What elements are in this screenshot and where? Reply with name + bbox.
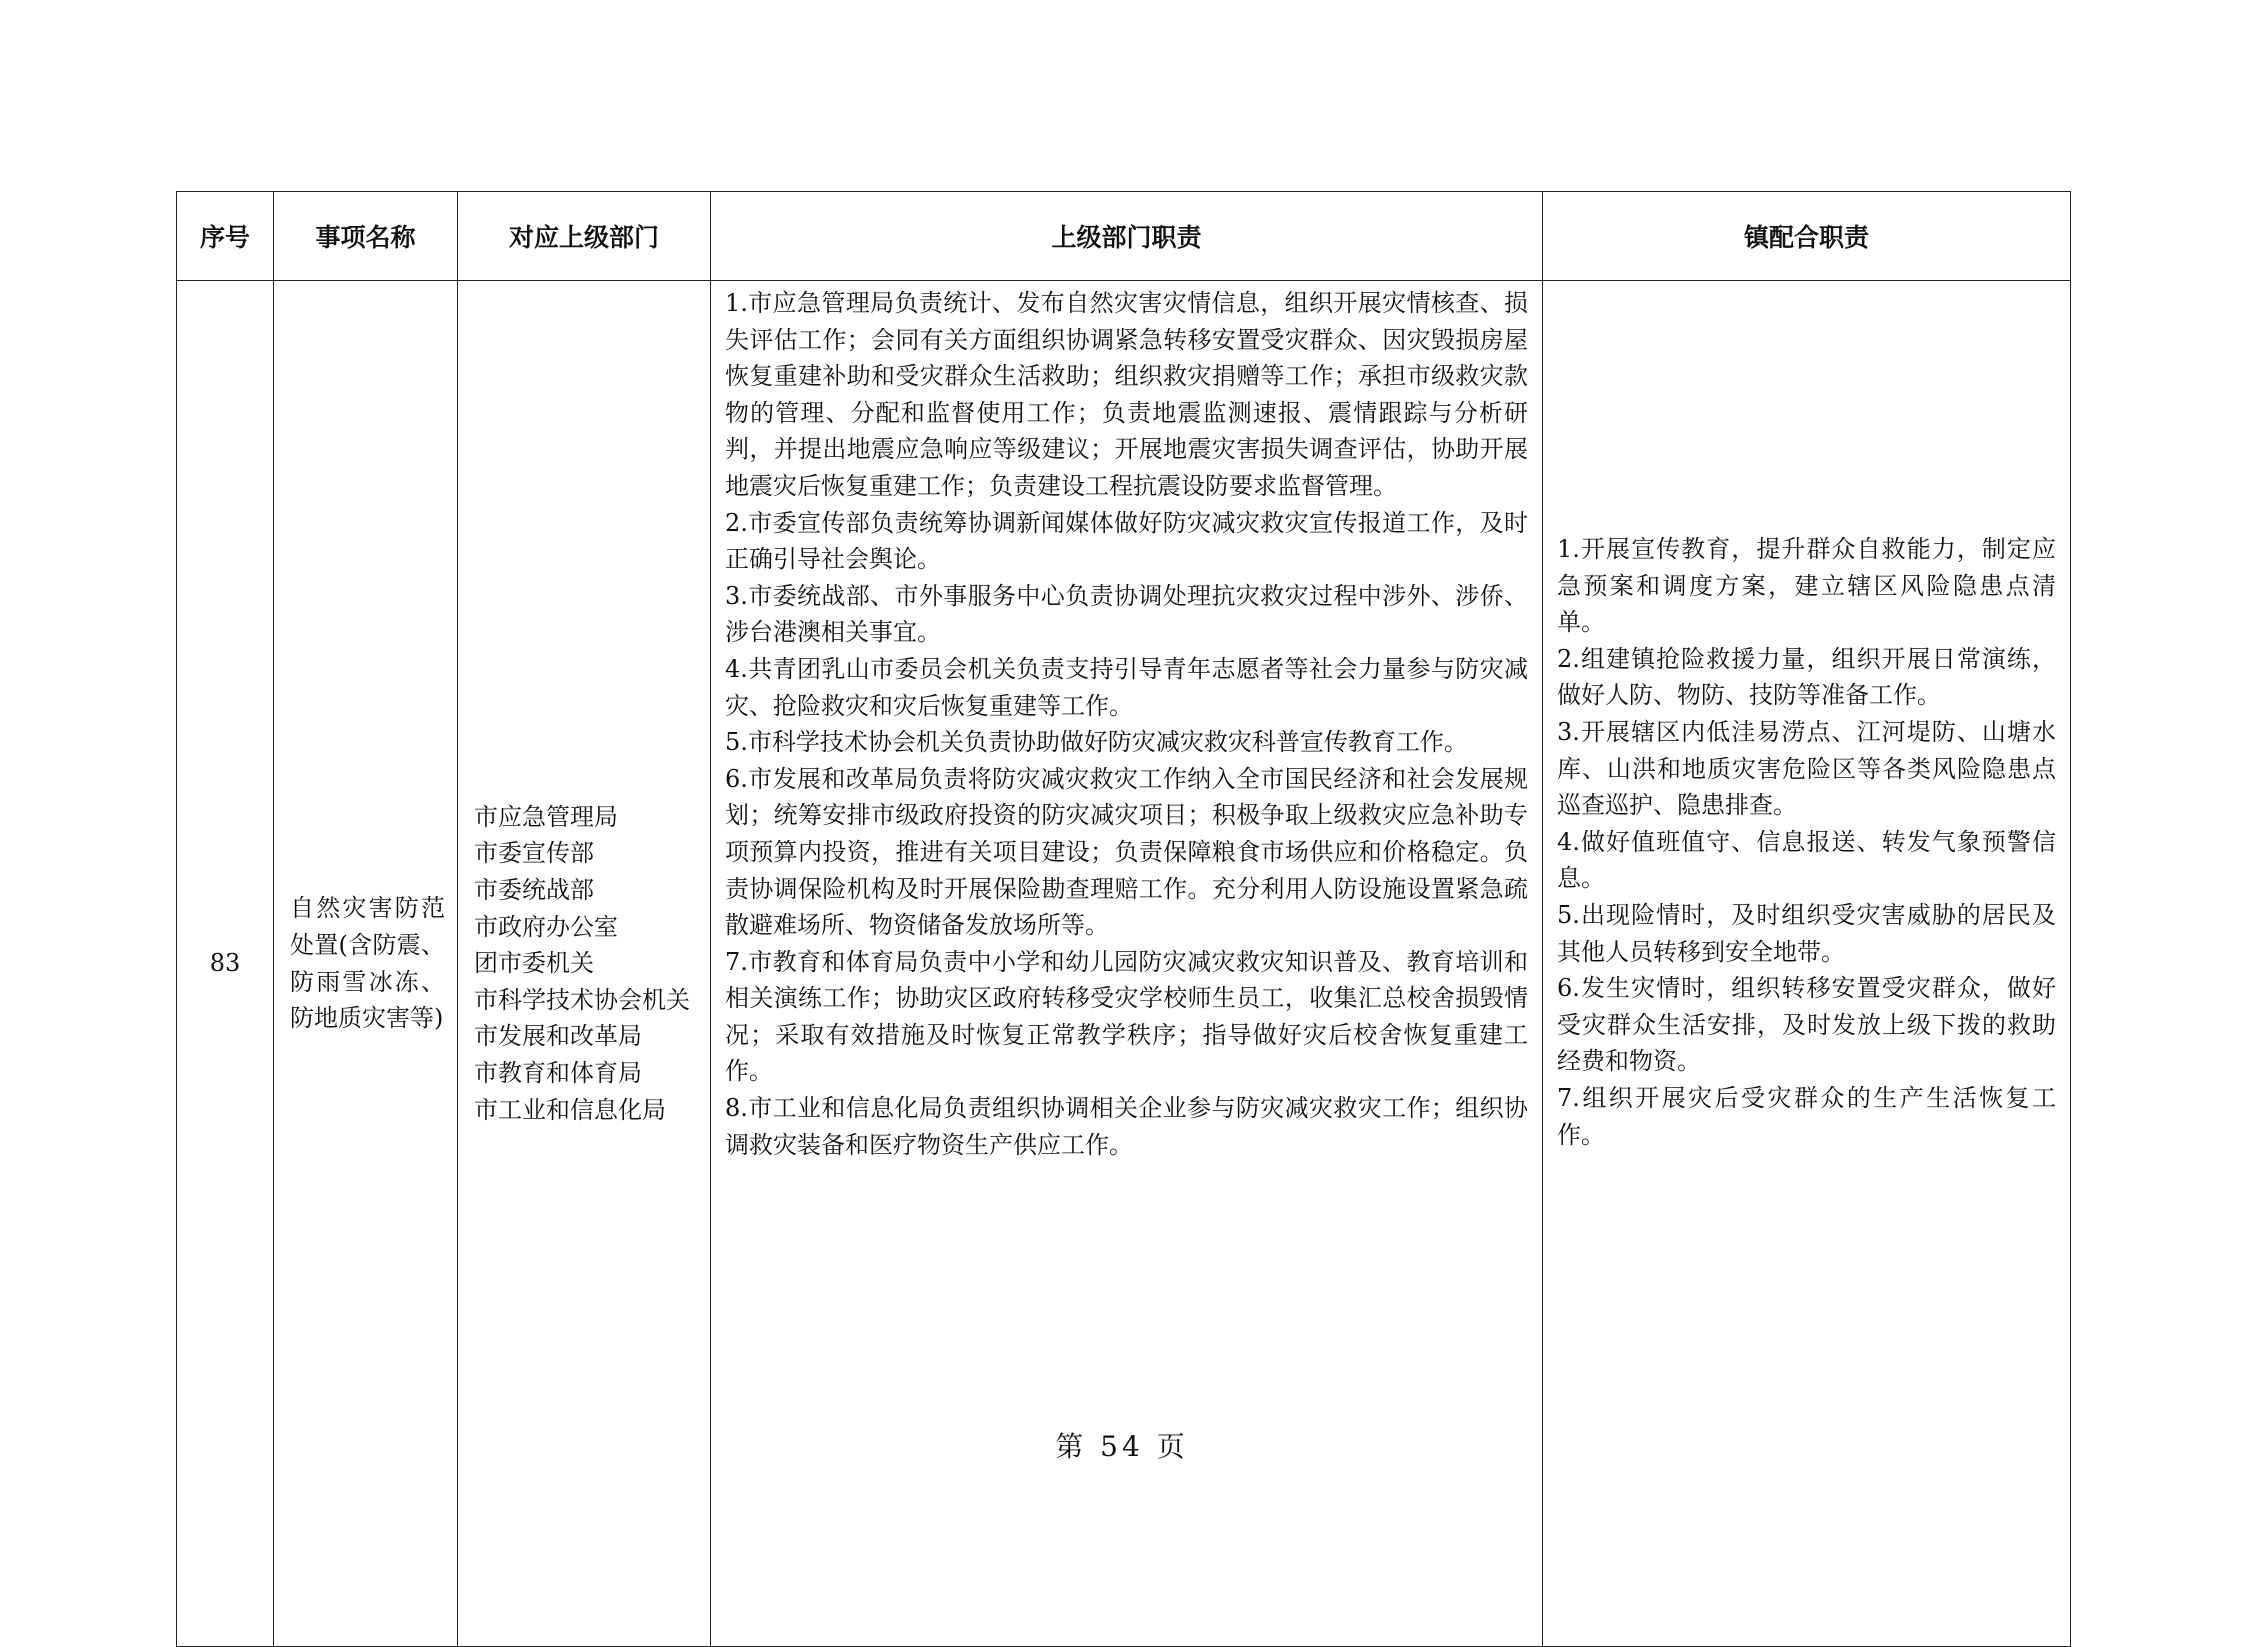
header-item-name: 事项名称 <box>274 192 458 281</box>
dept-item: 市委统战部 <box>474 876 594 905</box>
duty-paragraph: 4.共青团乳山市委员会机关负责支持引导青年志愿者等社会力量参与防灾减灾、抢险救灾和灾后恢复重建等工作。 <box>725 654 1528 720</box>
header-superior-duties: 上级部门职责 <box>711 192 1543 281</box>
dept-item: 市科学技术协会机关 <box>474 985 690 1014</box>
header-number: 序号 <box>177 192 274 281</box>
town-duty-paragraph: 6.发生灾情时，组织转移安置受灾群众，做好受灾群众生活安排，及时发放上级下拨的救助经费和物资。 <box>1557 974 2056 1076</box>
dept-item: 市工业和信息化局 <box>474 1095 666 1124</box>
table-header-row <box>177 192 2071 281</box>
item-name-text: 自然灾害防范处置(含防震、防雨雪冰冻、防地质灾害等) <box>290 894 445 1033</box>
town-duty-paragraph: 2.组建镇抢险救援力量，组织开展日常演练，做好人防、物防、技防等准备工作。 <box>1557 644 2056 710</box>
duty-paragraph: 7.市教育和体育局负责中小学和幼儿园防灾减灾救灾知识普及、教育培训和相关演练工作；协助灾区政府转移受灾学校师生员工，收集汇总校舍损毁情况；采取有效措施及时恢复正常教学秩序；指导做好灾后校舍恢复重建工作。 <box>725 947 1528 1086</box>
page-number: 第 54 页 <box>1055 1430 1189 1463</box>
duty-paragraph: 8.市工业和信息化局负责组织协调相关企业参与防灾减灾救灾工作；组织协调救灾装备和医疗物资生产供应工作。 <box>725 1094 1528 1159</box>
town-duty-paragraph: 5.出现险情时，及时组织受灾害威胁的居民及其他人员转移到安全地带。 <box>1557 900 2056 966</box>
dept-item: 团市委机关 <box>474 949 594 978</box>
row-number: 83 <box>177 281 274 1647</box>
town-duty-paragraph: 4.做好值班值守、信息报送、转发气象预警信息。 <box>1557 827 2056 893</box>
town-duty-paragraph: 7.组织开展灾后受灾群众的生产生活恢复工作。 <box>1557 1083 2056 1149</box>
dept-item: 市应急管理局 <box>474 802 618 831</box>
header-town-duties: 镇配合职责 <box>1543 192 2071 281</box>
duty-paragraph: 6.市发展和改革局负责将防灾减灾救灾工作纳入全市国民经济和社会发展规划；统筹安排市级政府投资的防灾减灾项目；积极争取上级救灾应急补助专项预算内投资，推进有关项目建设；负责保障粮食市场供应和价格稳定。负责协调保险机构及时开展保险勘查理赔工作。充分利用人防设施设置紧急疏散避难场所、物资储备发放场所等。 <box>725 764 1528 940</box>
duty-paragraph: 5.市科学技术协会机关负责协助做好防灾减灾救灾科普宣传教育工作。 <box>725 728 1468 757</box>
town-duty-paragraph: 3.开展辖区内低洼易涝点、江河堤防、山塘水库、山洪和地质灾害危险区等各类风险隐患点巡查巡护、隐患排查。 <box>1557 717 2056 820</box>
duty-paragraph: 1.市应急管理局负责统计、发布自然灾害灾情信息，组织开展灾情核查、损失评估工作；会同有关方面组织协调紧急转移安置受灾群众、因灾毁损房屋恢复重建补助和受灾群众生活救助；组织救灾捐赠等工作；承担市级救灾款物的管理、分配和监督使用工作；负责地震监测速报、震情跟踪与分析研判，并提出地震应急响应等级建议；开展地震灾害损失调查评估，协助开展地震灾后恢复重建工作；负责建设工程抗震设防要求监督管理。 <box>725 289 1528 500</box>
header-superior-dept: 对应上级部门 <box>458 192 711 281</box>
dept-item: 市发展和改革局 <box>474 1022 642 1051</box>
dept-item: 市委宣传部 <box>474 839 594 868</box>
duty-paragraph: 3.市委统战部、市外事服务中心负责协调处理抗灾救灾过程中涉外、涉侨、涉台港澳相关事宜。 <box>725 581 1528 647</box>
dept-item: 市政府办公室 <box>474 912 618 941</box>
town-duty-paragraph: 1.开展宣传教育，提升群众自救能力，制定应急预案和调度方案，建立辖区风险隐患点清单。 <box>1557 535 2056 637</box>
duty-paragraph: 2.市委宣传部负责统筹协调新闻媒体做好防灾减灾救灾宣传报道工作，及时正确引导社会舆论。 <box>725 508 1528 574</box>
dept-item: 市教育和体育局 <box>474 1058 642 1087</box>
